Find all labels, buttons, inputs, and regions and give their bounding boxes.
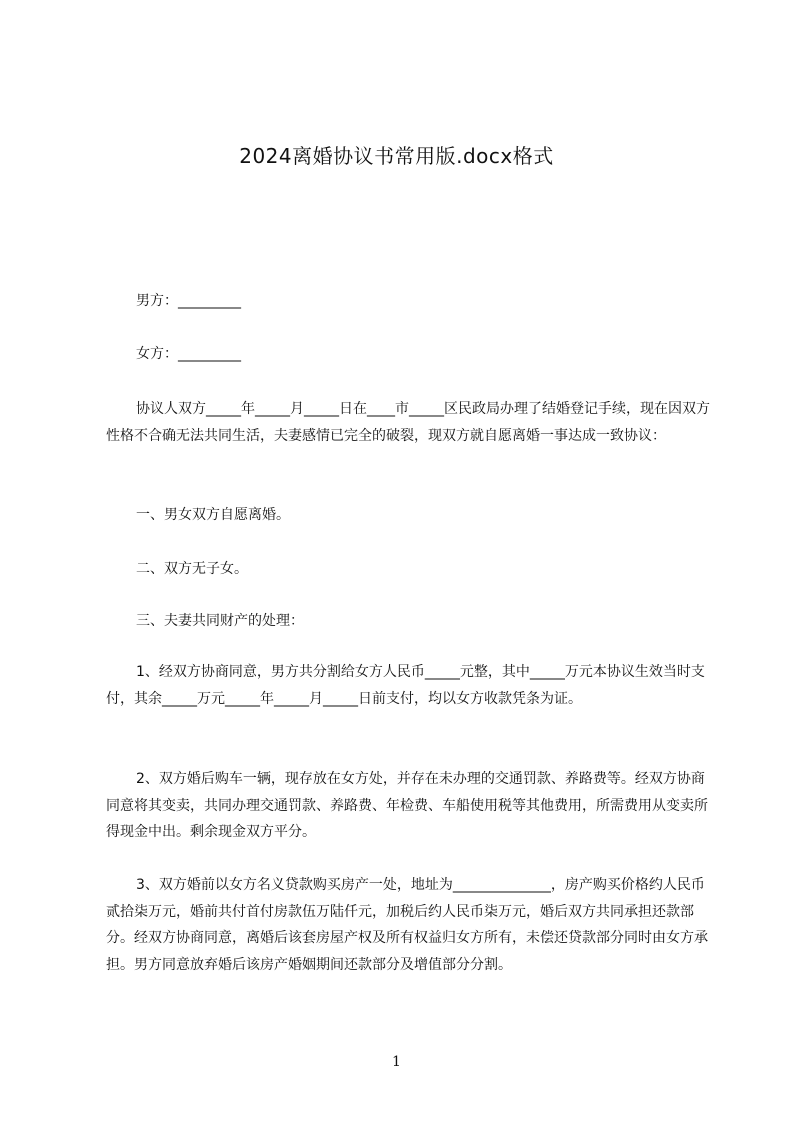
paragraph-item-3: 3、双方婚前以女方名义贷款购买房产一处，地址为______________，房产购买价格约人民币贰拾柒万元，婚前共付首付房款伍万陆仟元，加税后约人民币柒万元，婚后双方共同承担还款部分。经双方协商同意，离婚后该套房屋产权及所有权益归女方所有，未偿还贷款部分同时由女方承担。男方同意放弃婚后该房产婚姻期间还款部分及增值部分分割。 — [106, 877, 708, 973]
paragraph-female-party: 女方：_________ — [136, 346, 241, 362]
document-title: 2024离婚协议书常用版.docx格式 — [239, 144, 554, 168]
paragraph-item-2: 2、双方婚后购车一辆，现存放在女方处，并存在未办理的交通罚款、养路费等。经双方协商同意将其变卖，共同办理交通罚款、养路费、年检费、车船使用税等其他费用，所需费用从变卖所得现金中出。剩余现金双方平分。 — [106, 771, 708, 840]
paragraph-clause-3: 三、夫妻共同财产的处理： — [136, 613, 304, 629]
paragraph-male-party: 男方：_________ — [136, 293, 241, 309]
paragraph-item-1: 1、经双方协商同意，男方共分割给女方人民币_____元整，其中_____万元本协议生效当时支付，其余_____万元_____年_____月_____日前支付，均以女方收款凭条为证。 — [106, 664, 705, 707]
page-number: 1 — [392, 1054, 401, 1070]
paragraph-intro: 协议人双方_____年_____月_____日在____市_____区民政局办理了结婚登记手续，现在因双方性格不合确无法共同生活，夫妻感情已完全的破裂，现双方就自愿离婚一事达成一致协议： — [106, 401, 710, 444]
paragraph-clause-1: 一、男女双方自愿离婚。 — [136, 507, 290, 523]
paragraph-clause-2: 二、双方无子女。 — [136, 561, 248, 577]
